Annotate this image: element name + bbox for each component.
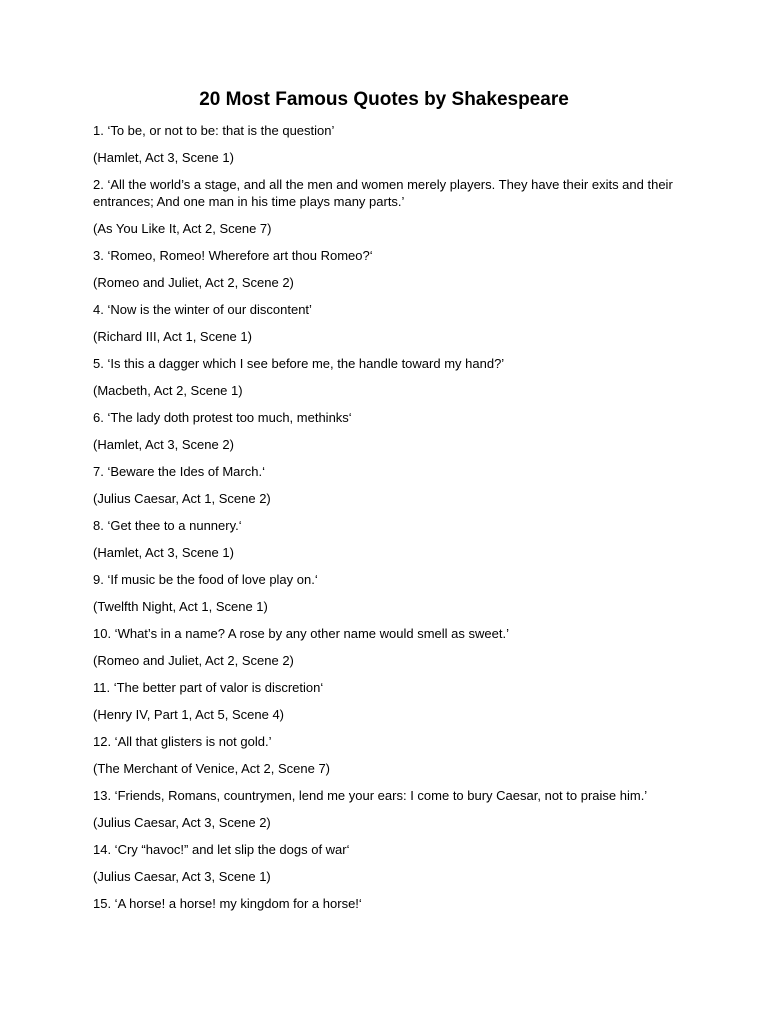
source-1: (Hamlet, Act 3, Scene 1) bbox=[93, 150, 234, 165]
source-4: (Richard III, Act 1, Scene 1) bbox=[93, 329, 252, 344]
quote-9: 9. ‘If music be the food of love play on.‘ bbox=[93, 572, 318, 587]
source-14: (Julius Caesar, Act 3, Scene 1) bbox=[93, 869, 271, 884]
quote-13: 13. ‘Friends, Romans, countrymen, lend me your ears: I come to bury Caesar, not to praise him.’ bbox=[93, 788, 648, 803]
page-title: 20 Most Famous Quotes by Shakespeare bbox=[199, 89, 569, 110]
quote-6: 6. ‘The lady doth protest too much, methinks‘ bbox=[93, 410, 352, 425]
quote-12: 12. ‘All that glisters is not gold.’ bbox=[93, 734, 272, 749]
quote-4: 4. ‘Now is the winter of our discontent’ bbox=[93, 302, 312, 317]
source-9: (Twelfth Night, Act 1, Scene 1) bbox=[93, 599, 268, 614]
source-8: (Hamlet, Act 3, Scene 1) bbox=[93, 545, 234, 560]
quote-list bbox=[93, 122, 693, 922]
source-11: (Henry IV, Part 1, Act 5, Scene 4) bbox=[93, 707, 285, 722]
quote-10: 10. ‘What’s in a name? A rose by any other name would smell as sweet.’ bbox=[93, 626, 509, 641]
source-2: (As You Like It, Act 2, Scene 7) bbox=[93, 221, 272, 236]
source-5: (Macbeth, Act 2, Scene 1) bbox=[93, 383, 243, 398]
quote-15: 15. ‘A horse! a horse! my kingdom for a horse!‘ bbox=[93, 896, 362, 911]
quote-11: 11. ‘The better part of valor is discretion‘ bbox=[93, 680, 324, 695]
source-10: (Romeo and Juliet, Act 2, Scene 2) bbox=[93, 653, 294, 668]
source-12: (The Merchant of Venice, Act 2, Scene 7) bbox=[93, 761, 331, 776]
quote-2: 2. ‘All the world’s a stage, and all the men and women merely players. They have their exits and their entrances; And one man in his time plays many parts.’ bbox=[93, 177, 673, 209]
quote-8: 8. ‘Get thee to a nunnery.‘ bbox=[93, 518, 242, 533]
quote-7: 7. ‘Beware the Ides of March.‘ bbox=[93, 464, 265, 479]
source-13: (Julius Caesar, Act 3, Scene 2) bbox=[93, 815, 271, 830]
quote-1: 1. ‘To be, or not to be: that is the question’ bbox=[93, 123, 335, 138]
quote-3: 3. ‘Romeo, Romeo! Wherefore art thou Romeo?‘ bbox=[93, 248, 373, 263]
quote-14: 14. ‘Cry “havoc!” and let slip the dogs of war‘ bbox=[93, 842, 350, 857]
source-3: (Romeo and Juliet, Act 2, Scene 2) bbox=[93, 275, 294, 290]
source-7: (Julius Caesar, Act 1, Scene 2) bbox=[93, 491, 271, 506]
quote-5: 5. ‘Is this a dagger which I see before me, the handle toward my hand?’ bbox=[93, 356, 505, 371]
source-6: (Hamlet, Act 3, Scene 2) bbox=[93, 437, 234, 452]
